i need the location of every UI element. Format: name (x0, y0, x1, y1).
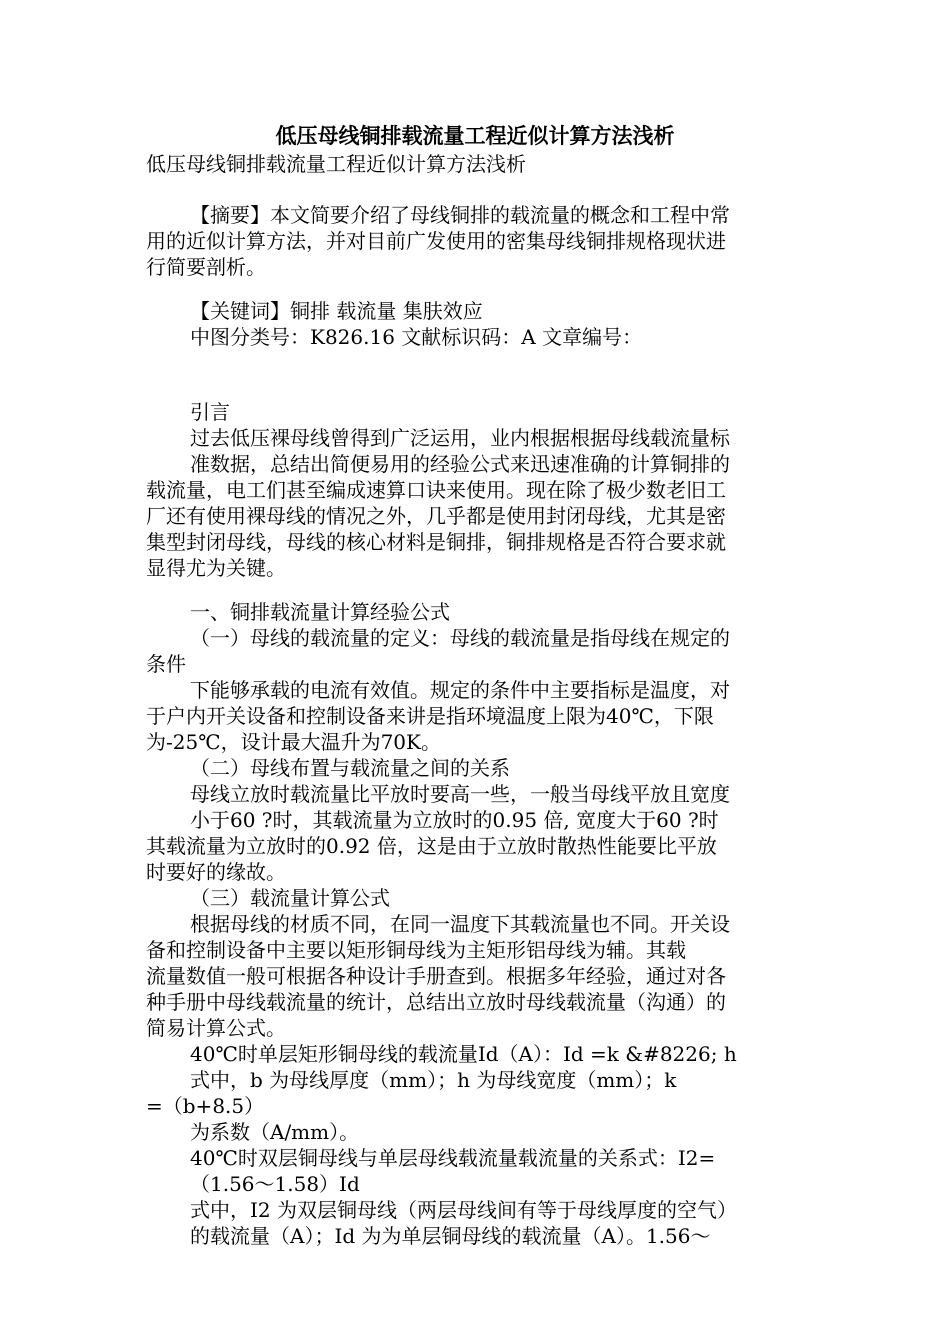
body-line: 于户内开关设备和控制设备来讲是指环境温度上限为40℃，下限 (146, 704, 714, 728)
body-line: 载流量，电工们甚至编成速算口诀来使用。现在除了极少数老旧工 (146, 478, 726, 502)
abstract-line: 【摘要】本文简要介绍了母线铜排的载流量的概念和工程中常 (190, 203, 730, 227)
formula-line: 式中，b 为母线厚度（mm）；h 为母线宽度（mm）；k (190, 1068, 677, 1092)
body-line: 根据母线的材质不同，在同一温度下其载流量也不同。开关设 (190, 912, 730, 936)
formula-line: 式中，I2 为双层铜母线（两层母线间有等于母线厚度的空气） (190, 1198, 737, 1222)
subsection-line: （一）母线的载流量的定义：母线的载流量是指母线在规定的 (190, 626, 730, 650)
document-title: 低压母线铜排载流量工程近似计算方法浅析 (275, 123, 675, 148)
body-line: 为-25℃，设计最大温升为70K。 (146, 730, 441, 754)
subsection-heading: （三）载流量计算公式 (190, 886, 390, 910)
body-line: 小于60 ?时，其载流量为立放时的0.95 倍, 宽度大于60 ?时 (190, 808, 719, 832)
abstract-line: 行简要剖析。 (146, 255, 266, 279)
body-line: 备和控制设备中主要以矩形铜母线为主矩形铝母线为辅。其载 (146, 938, 686, 962)
classification-line: 中图分类号：K826.16 文献标识码：A 文章编号： (190, 325, 643, 349)
body-line: 厂还有使用裸母线的情况之外，几乎都是使用封闭母线，尤其是密 (146, 504, 726, 528)
formula-line: 40℃时双层铜母线与单层母线载流量载流量的关系式：I2= (190, 1146, 716, 1170)
formula-line: 的载流量（A）；Id 为为单层铜母线的载流量（A）。1.56～ (190, 1224, 711, 1248)
section-heading: 一、铜排载流量计算经验公式 (190, 600, 450, 624)
subtitle-line: 低压母线铜排载流量工程近似计算方法浅析 (146, 152, 526, 176)
body-line: 种手册中母线载流量的统计，总结出立放时母线载流量（沟通）的 (146, 990, 726, 1014)
body-line: 条件 (146, 652, 186, 676)
body-line: 流量数值一般可根据各种设计手册查到。根据多年经验，通过对各 (146, 964, 726, 988)
body-line: 准数据，总结出简便易用的经验公式来迅速准确的计算铜排的 (190, 452, 730, 476)
body-line: 集型封闭母线，母线的核心材料是铜排，铜排规格是否符合要求就 (146, 530, 726, 554)
formula-line: =（b+8.5） (146, 1094, 265, 1118)
body-line: 下能够承载的电流有效值。规定的条件中主要指标是温度，对 (190, 678, 730, 702)
abstract-line: 用的近似计算方法，并对目前广发使用的密集母线铜排规格现状进 (146, 229, 726, 253)
keywords-line: 【关键词】铜排 载流量 集肤效应 (190, 299, 483, 323)
formula-line: （1.56～1.58）Id (190, 1172, 360, 1196)
section-heading: 引言 (190, 400, 230, 424)
formula-line: 为系数（A/mm）。 (190, 1120, 360, 1144)
body-line: 母线立放时载流量比平放时要高一些，一般当母线平放且宽度 (190, 782, 730, 806)
body-line: 简易计算公式。 (146, 1016, 286, 1040)
subsection-heading: （二）母线布置与载流量之间的关系 (190, 756, 510, 780)
body-line: 显得尤为关键。 (146, 556, 286, 580)
body-line: 过去低压裸母线曾得到广泛运用，业内根据根据母线载流量标 (190, 426, 730, 450)
formula-line: 40℃时单层矩形铜母线的载流量Id（A）：Id =k &#8226; h (190, 1042, 737, 1066)
body-line: 时要好的缘故。 (146, 860, 286, 884)
body-line: 其载流量为立放时的0.92 倍，这是由于立放时散热性能要比平放 (146, 834, 717, 858)
